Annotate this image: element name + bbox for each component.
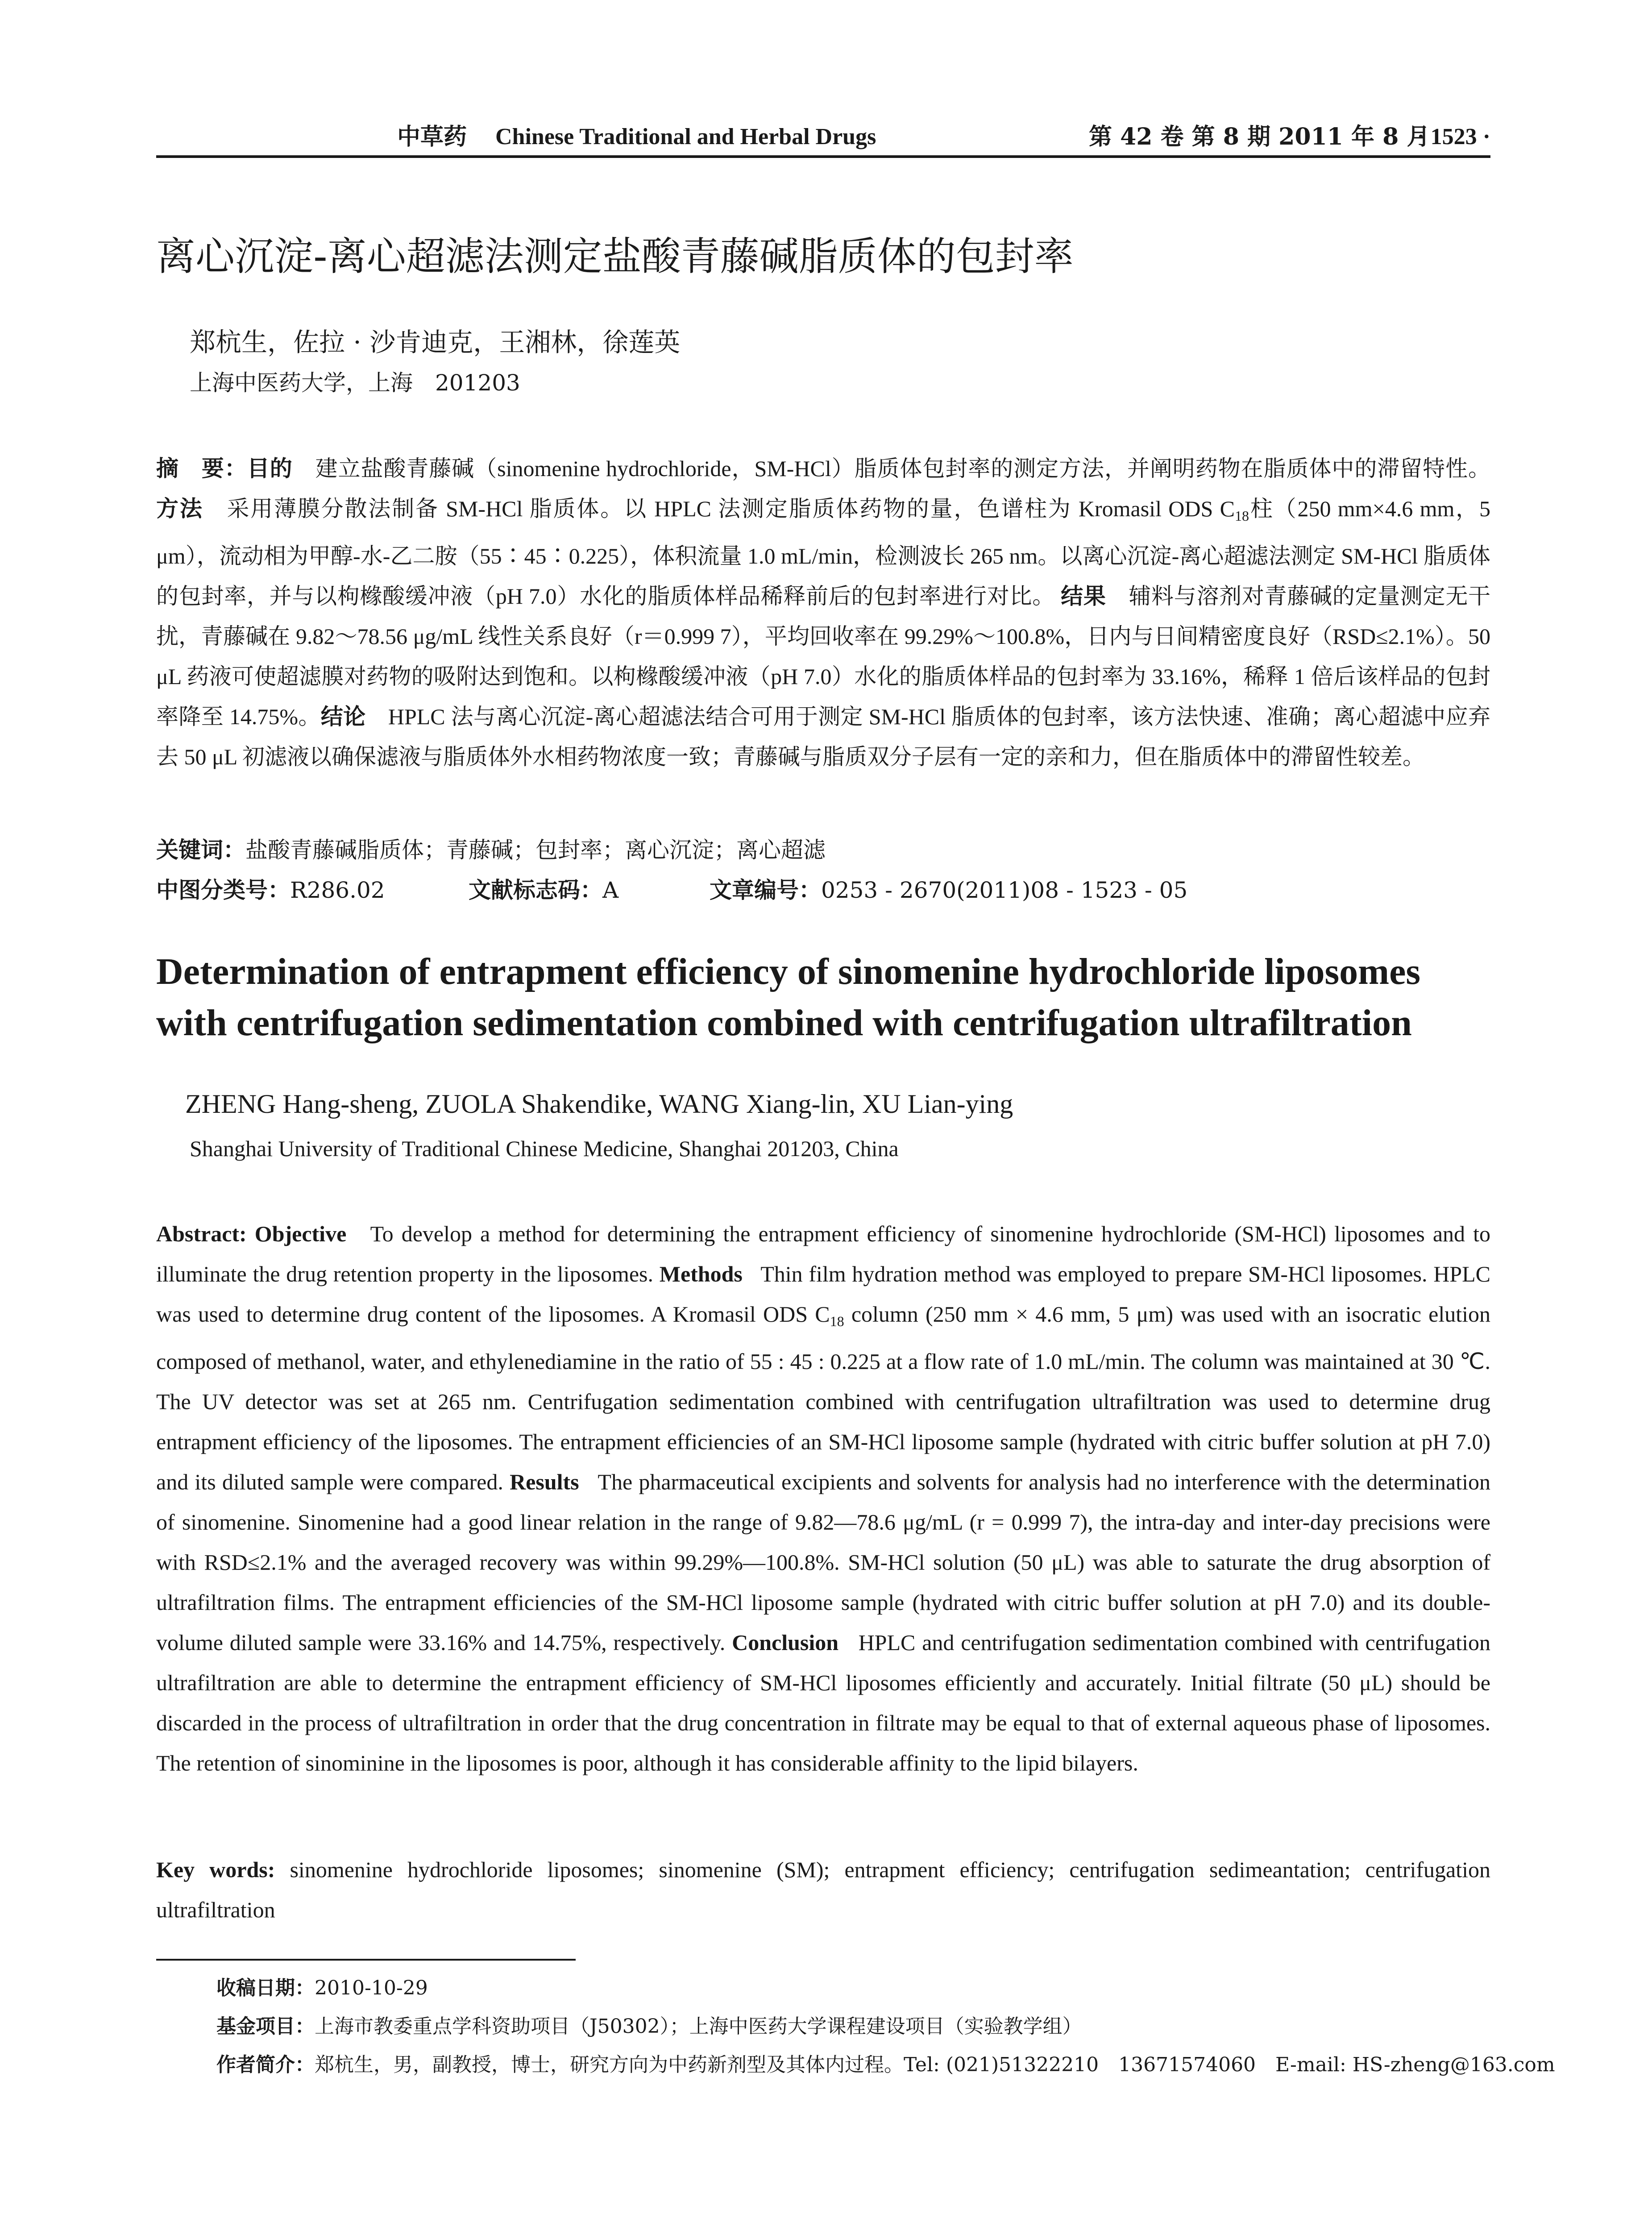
results-label-cn: 结果 (1061, 583, 1106, 609)
journal-name-cn: 中草药 (397, 123, 467, 150)
article-title-cn: 离心沉淀-离心超滤法测定盐酸青藤碱脂质体的包封率 (156, 233, 1074, 279)
conclusion-text-cn: HPLC 法与离心沉淀-离心超滤法结合可用于测定 SM-HCl 脂质体的包封率，该方法快速、准确；离心超滤中应弃去 50 μL 初滤液以确保滤液与脂质体外水相药物浓度一致；青藤碱与脂质双分子层有一定的亲和力，但在脂质体中的滞留性较差。 (156, 704, 1491, 769)
methods-label-cn: 方法 (156, 496, 203, 522)
methods-subscript-cn: 18 (1235, 508, 1249, 524)
results-text-en: The pharmaceutical excipients and solvents for analysis had no interference with the determination of sinomenine. Sinomenine had a good linear relation in the range of 9.82—78.6 μg/mL (r = 0.999 7), the intra-day and inter-day precisions were with RSD≤2.1% and the averaged recovery was within 99.29%—100.8%. SM-HCl solution (50 μL) was able to saturate the drug absorption of ultrafiltration films. The entrapment efficiencies of the SM-HCl liposome sample (hydrated with citric buffer solution at pH 7.0) and its double-volume diluted sample were 33.16% and 14.75%, respectively. (156, 1469, 1490, 1655)
footnote-author-bio (216, 2049, 1555, 2081)
footnote-funding (216, 2011, 1493, 2043)
results-label-en: Results (510, 1469, 579, 1494)
affiliation-cn: 上海中医药大学，上海 201203 (190, 370, 520, 396)
journal-name-en: Chinese Traditional and Herbal Drugs (495, 124, 876, 149)
keywords-cn (156, 830, 1490, 870)
author-bio-text: 郑杭生，男，副教授，博士，研究方向为中药新剂型及其体内过程。Tel: (021)51322210 13671574060 E-mail: HS-zheng@163.com (315, 2053, 1555, 2076)
keywords-text-en: sinomenine hydrochloride liposomes; sinomenine (SM); entrapment efficiency; centrifugation sedimeantation; centrifugation ultrafiltration (156, 1857, 1490, 1922)
conclusion-label-cn: 结论 (320, 704, 366, 730)
article-number-label: 文章编号： (710, 877, 821, 903)
funding-label: 基金项目： (216, 2015, 315, 2038)
authors-cn: 郑杭生，佐拉 · 沙肯迪克，王湘林，徐莲英 (190, 327, 681, 357)
doc-code-label: 文献标志码： (469, 877, 602, 903)
clc-label: 中图分类号： (156, 877, 290, 903)
author-bio-label: 作者简介： (216, 2053, 315, 2076)
clc-group (156, 870, 385, 910)
abstract-cn (156, 448, 1490, 777)
keywords-text-cn: 盐酸青藤碱脂质体；青藤碱；包封率；离心沉淀；离心超滤 (245, 838, 826, 863)
methods-text-en-b: column (250 mm × 4.6 mm, 5 μm) was used with an isocratic elution composed of methanol, water, and ethylenediamine in the ratio of 55 : 45 : 0.225 at a flow rate of 1.0 mL/min. The column was maintained at 30 ℃. The UV detector was set at 265 nm. Centrifugation sedimentation combined with centrifugation ultrafiltration was used to determine drug entrapment efficiency of the liposomes. The entrapment efficiencies of an SM-HCl liposome sample (hydrated with citric buffer solution at pH 7.0) and its diluted sample were compared. (156, 1302, 1490, 1494)
results-text-cn: 辅料与溶剂对青藤碱的定量测定无干扰，青藤碱在 9.82～78.56 μg/mL 线性关系良好（r＝0.999 7），平均回收率在 99.29%～100.8%，日内与日间精密度良好（RSD≤2.1%）。50 μL 药液可使超滤膜对药物的吸附达到饱和。以枸橼酸缓冲液（pH 7.0）水化的脂质体样品的包封率为 33.16%，稀释 1 倍后该样品的包封率降至 14.75%。 (156, 584, 1491, 729)
clc-value: R286.02 (290, 877, 385, 903)
affiliation-en: Shanghai University of Traditional Chinese Medicine, Shanghai 201203, China (190, 1136, 899, 1161)
objective-label-en: Objective (254, 1221, 347, 1246)
running-header (156, 117, 1490, 157)
doc-code-group (469, 870, 618, 910)
methods-label-en: Methods (659, 1261, 743, 1286)
volume-issue: 第 42 卷 第 8 期 2011 年 8 月 (1089, 123, 1430, 150)
methods-text-cn-b: 柱（250 mm×4.6 mm，5 μm），流动相为甲醇-水-乙二胺（55∶45∶0.225），体积流量 1.0 mL/min，检测波长 265 nm。以离心沉淀-离心超滤法测定 SM-HCl 脂质体的包封率，并与以枸橼酸缓冲液（pH 7.0）水化的脂质体样品稀释前后的包封率进行对比。 (156, 496, 1491, 609)
methods-text-en-a: Thin film hydration method was employed to prepare SM-HCl liposomes. HPLC was used to determine drug content of the liposomes. A Kromasil ODS C (156, 1261, 1490, 1327)
keywords-label-cn: 关键词： (156, 837, 245, 863)
conclusion-text-en: HPLC and centrifugation sedimentation combined with centrifugation ultrafiltration are able to determine the entrapment efficiency of SM-HCl liposomes efficiently and accurately. Initial filtrate (50 μL) should be discarded in the process of ultrafiltration in order that the drug concentration in filtrate may be equal to that of external aqueous phase of liposomes. The retention of sinominine in the liposomes is poor, although it has considerable affinity to the lipid bilayers. (156, 1630, 1491, 1775)
received-label: 收稿日期： (216, 1977, 315, 1999)
funding-text: 上海市教委重点学科资助项目（J50302）；上海中医药大学课程建设项目（实验教学组） (315, 2015, 1082, 2038)
objective-text-cn: 建立盐酸青藤碱（sinomenine hydrochloride，SM-HCl）脂质体包封率的测定方法，并阐明药物在脂质体中的滞留特性。 (292, 456, 1491, 481)
methods-text-cn-a: 采用薄膜分散法制备 SM-HCl 脂质体。以 HPLC 法测定脂质体药物的量，色谱柱为 Kromasil ODS C (203, 496, 1235, 521)
footnote-received (216, 1972, 1493, 2004)
abstract-label-en: Abstract: (156, 1221, 247, 1246)
received-date: 2010-10-29 (315, 1977, 428, 1999)
page-number: · 1523 · (1417, 124, 1490, 149)
abstract-en (156, 1214, 1490, 1783)
article-number-group (710, 870, 1187, 910)
objective-label-cn: 目的 (247, 456, 293, 481)
objective-text-en: To develop a method for determining the entrapment efficiency of sinomenine hydrochloride (SM-HCl) liposomes and to illuminate the drug retention property in the liposomes. (156, 1221, 1491, 1286)
header-rule (156, 155, 1490, 158)
article-number-value: 0253 - 2670(2011)08 - 1523 - 05 (821, 877, 1188, 903)
keywords-en (156, 1849, 1490, 1930)
authors-en: ZHENG Hang-sheng, ZUOLA Shakendike, WANG Xiang-lin, XU Lian-ying (185, 1089, 1013, 1119)
article-title-en: Determination of entrapment efficiency of sinomenine hydrochloride liposomes with centrifugation sedimentation combined with centrifugation ultrafiltration (156, 951, 1421, 1044)
abstract-label-cn: 摘 要： (156, 456, 247, 481)
methods-subscript-en: 18 (830, 1313, 844, 1329)
conclusion-label-en: Conclusion (732, 1630, 839, 1655)
keywords-label-en: Key words: (156, 1857, 275, 1882)
footnote-rule (156, 1959, 576, 1961)
doc-code-value: A (602, 877, 619, 903)
